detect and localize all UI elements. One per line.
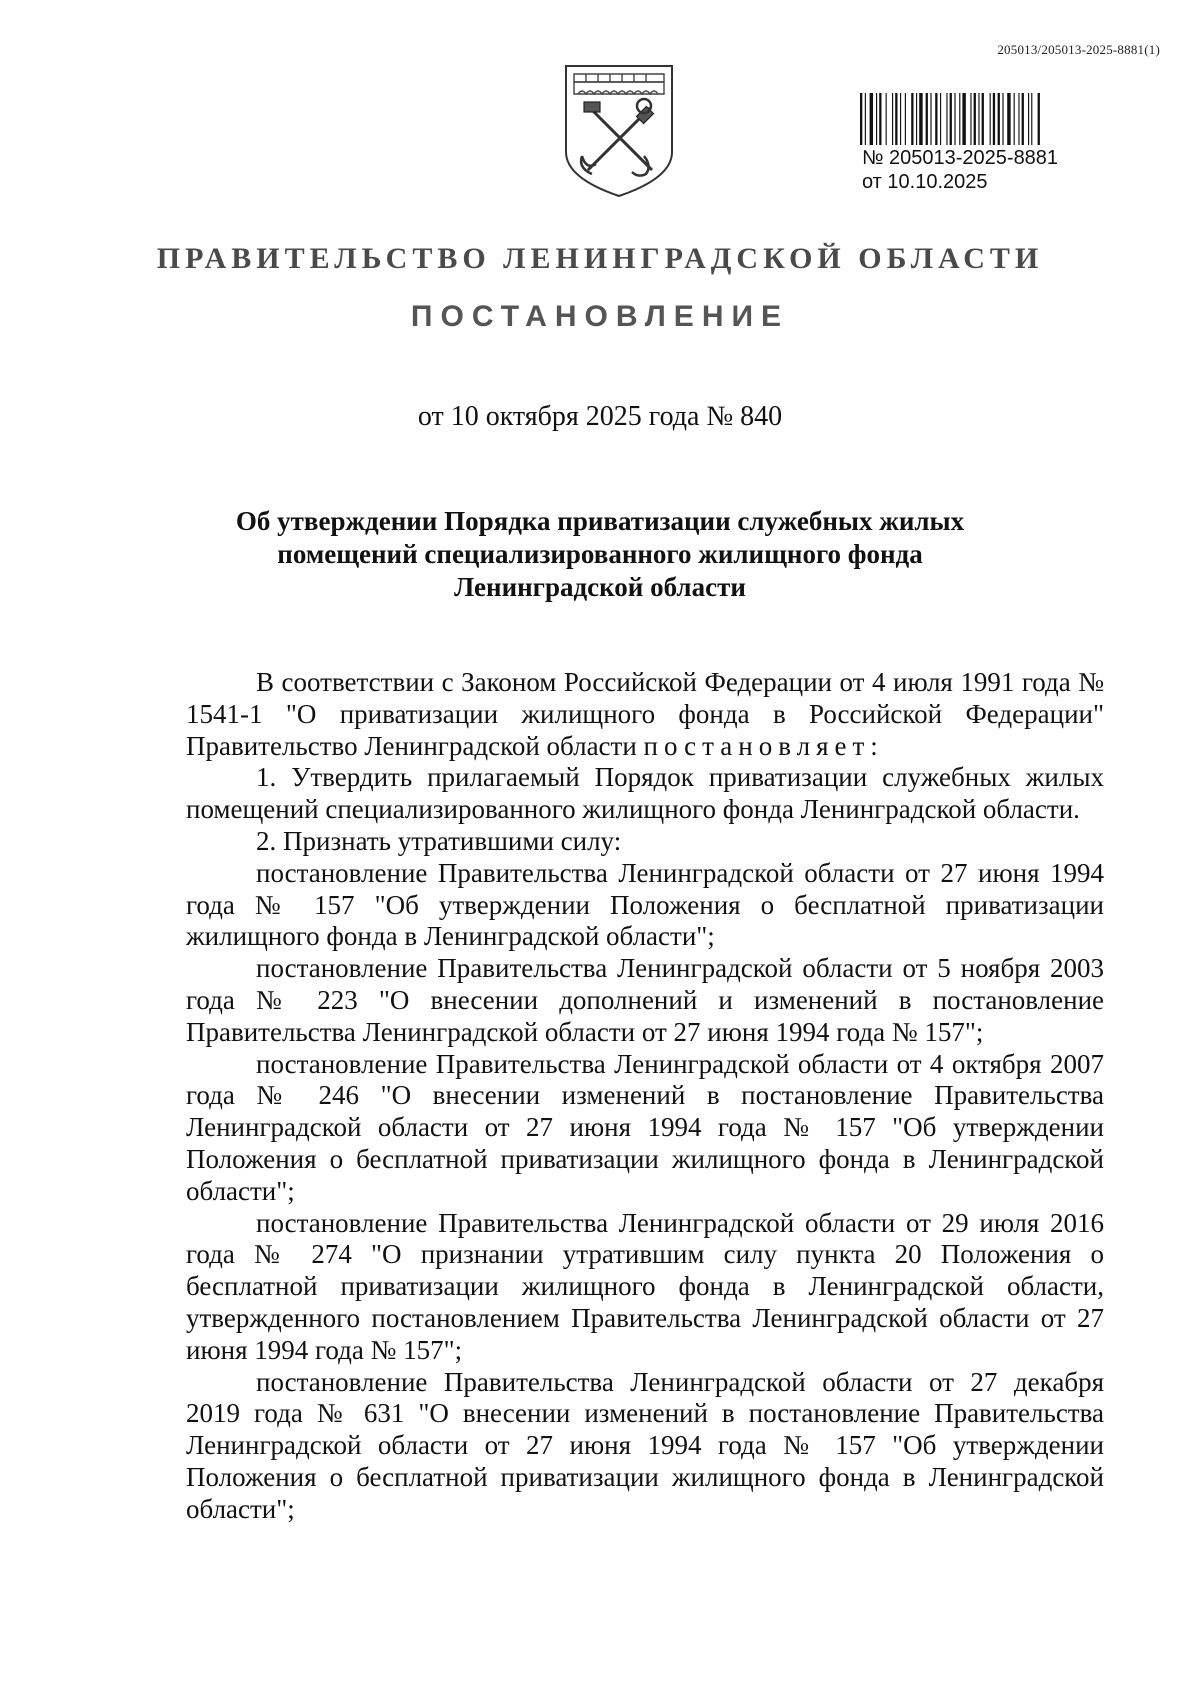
repealed-act-paragraph: постановление Правительства Ленинградской области от 4 октября 2007 года № 246 "О внесении изменений в постановление Правительства Ленинградской области от 27 июня 1994 года № 157 "Об утверждении Положения о бесплатной приватизации жилищного фонда в Ленинградской области"; [186, 1048, 1104, 1206]
authority-heading: ПРАВИТЕЛЬСТВО ЛЕНИНГРАДСКОЙ ОБЛАСТИ [156, 242, 1044, 275]
repealed-act-paragraph: постановление Правительства Ленинградской области от 27 июня 1994 года № 157 "Об утверждении Положения о бесплатной приватизации жилищного фонда в Ленинградской области"; [186, 857, 1104, 952]
repealed-act-paragraph: постановление Правительства Ленинградской области от 27 декабря 2019 года № 631 "О внесении изменений в постановление Правительства Ленинградской области от 27 июня 1994 года № 157 "Об утверждении Положения о бесплатной приватизации жилищного фонда в Ленинградской области"; [186, 1366, 1104, 1524]
barcode-icon [858, 93, 1120, 145]
document-title [0, 505, 1200, 604]
preamble-text: В соответствии с Законом Российской Федерации от 4 июля 1991 года № 1541-1 "О приватизации жилищного фонда в Российской Федерации" Правительство Ленинградской области [186, 667, 1104, 761]
preamble-action: постановляет: [643, 730, 884, 761]
item-1-paragraph: 1. Утвердить прилагаемый Порядок приватизации служебных жилых помещений специализированного жилищного фонда Ленинградской области. [186, 762, 1104, 825]
top-reference: 205013/205013-2025-8881(1) [997, 42, 1160, 57]
title-line: Об утверждении Порядка приватизации служебных жилых [235, 506, 965, 536]
title-line: Ленинградской области [454, 572, 746, 602]
preamble-paragraph [186, 667, 1104, 762]
registration-date: от 10.10.2025 [862, 171, 988, 193]
document-type: ПОСТАНОВЛЕНИЕ [410, 300, 790, 333]
item-2-paragraph: 2. Признать утратившими силу: [256, 825, 622, 856]
date-line: от 10 октября 2025 года № 840 [417, 401, 783, 432]
repealed-act-paragraph: постановление Правительства Ленинградской области от 29 июля 2016 года № 274 "О признании утратившим силу пункта 20 Положения о бесплатной приватизации жилищного фонда в Ленинградской области, утвержденного постановлением Правительства Ленинградской области от 27 июня 1994 года № 157"; [186, 1207, 1104, 1365]
coat-of-arms-icon [560, 60, 678, 200]
document-body [186, 667, 1104, 1526]
repealed-act-paragraph: постановление Правительства Ленинградской области от 5 ноября 2003 года № 223 "О внесении дополнений и изменений в постановление Правительства Ленинградской области от 27 июня 1994 года № 157"; [186, 953, 1104, 1047]
registration-stamp [862, 146, 1058, 194]
registration-number: № 205013-2025-8881 [862, 147, 1059, 169]
title-line: помещений специализированного жилищного фонда [277, 539, 923, 569]
